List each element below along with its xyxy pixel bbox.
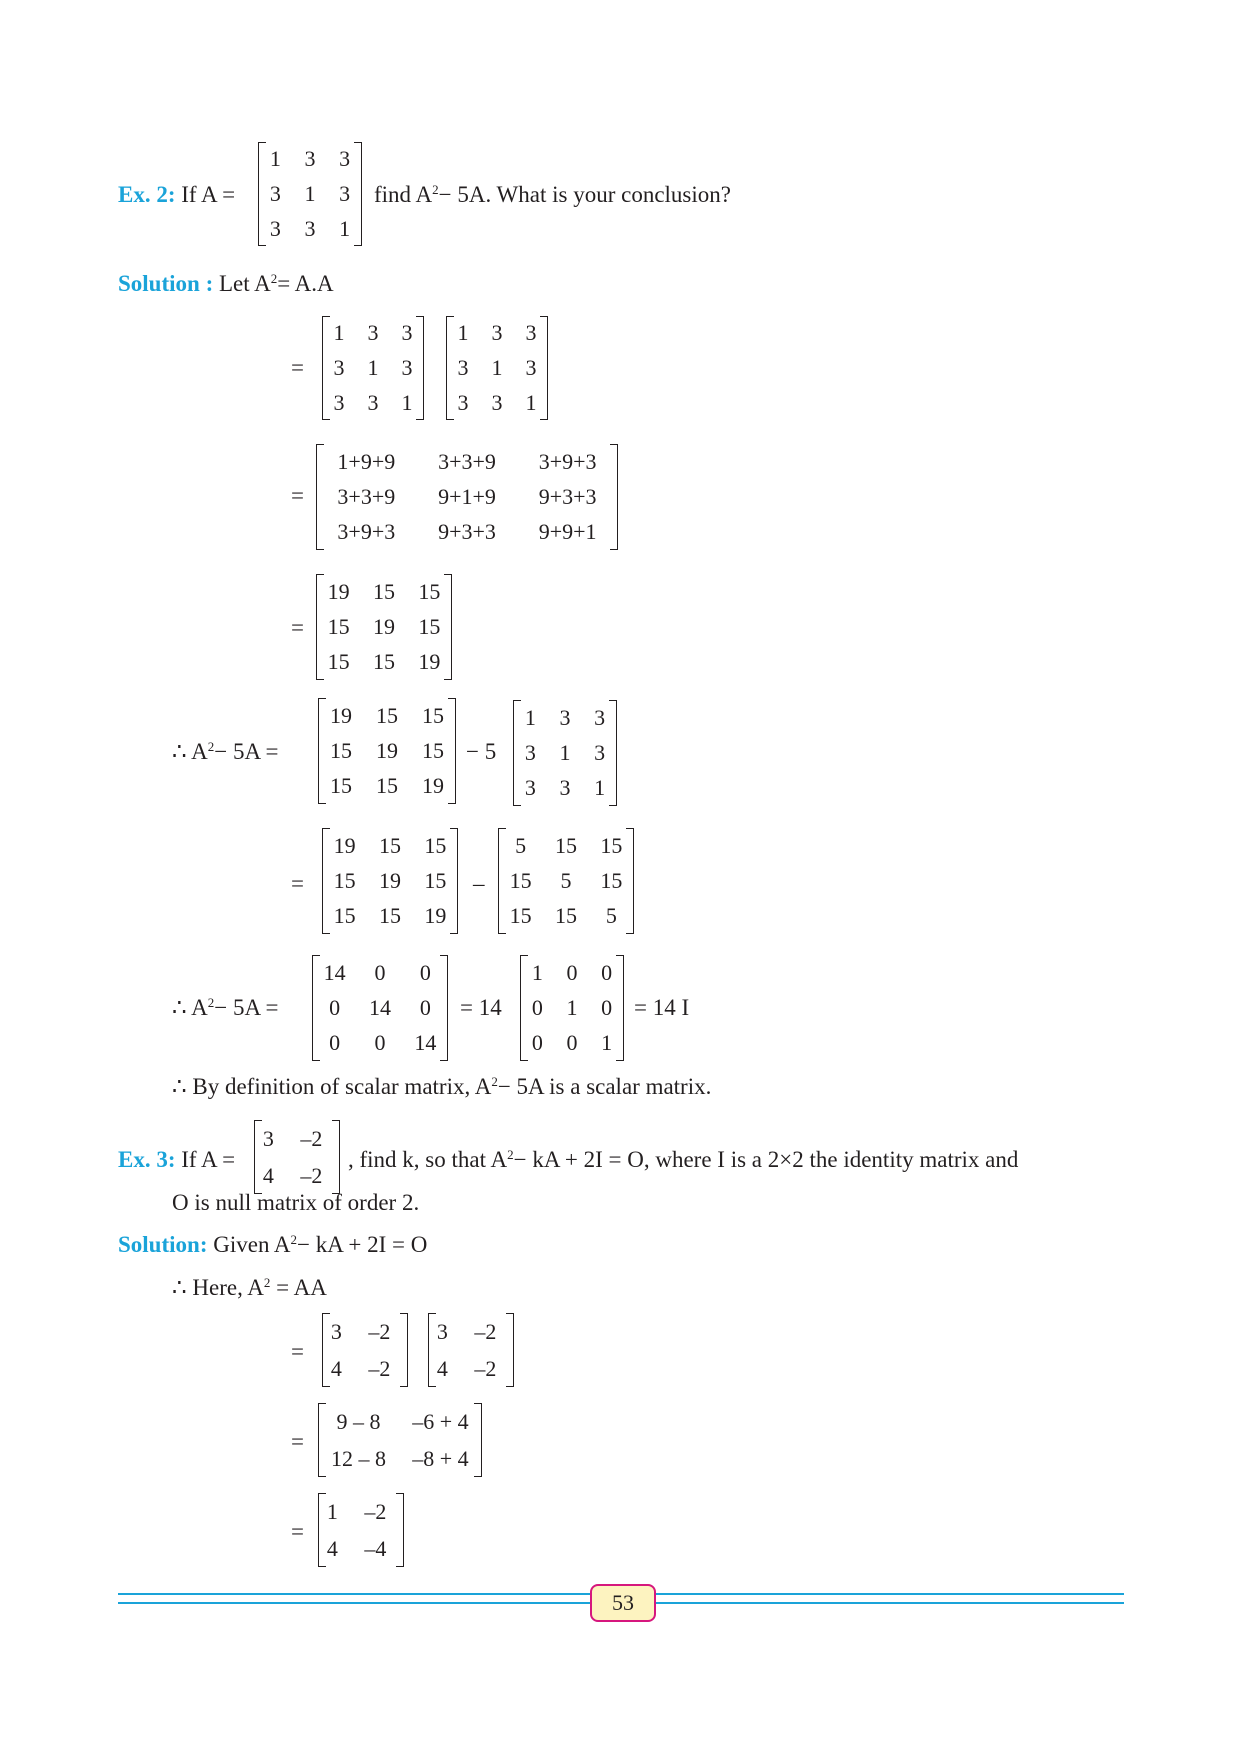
matrix-cell: –4 bbox=[364, 1535, 387, 1561]
matrix-row bbox=[513, 700, 617, 735]
matrix-grid bbox=[428, 1313, 514, 1387]
matrix-cell: 0 bbox=[374, 959, 386, 985]
matrix-cell: 0 bbox=[531, 1030, 543, 1056]
matrix-row bbox=[254, 1120, 340, 1157]
matrix-row bbox=[446, 316, 548, 351]
matrix-cell: 15 bbox=[422, 702, 444, 728]
matrix-cell: 1 bbox=[531, 959, 543, 985]
matrix-row bbox=[318, 733, 456, 768]
matrix-grid bbox=[322, 828, 458, 934]
matrix-cell: 1 bbox=[326, 1498, 338, 1524]
sol2-step2-matrix bbox=[316, 444, 618, 550]
matrix-cell: 4 bbox=[326, 1535, 338, 1561]
eq-sign: = bbox=[291, 355, 304, 380]
page-number: 53 bbox=[590, 1584, 656, 1622]
matrix-cell: 12 – 8 bbox=[330, 1445, 386, 1471]
right-bracket bbox=[609, 700, 617, 806]
matrix-grid bbox=[498, 828, 634, 934]
sol2-label: Solution : bbox=[118, 271, 214, 296]
matrix-cell: 5 bbox=[605, 903, 617, 929]
matrix-row bbox=[254, 1157, 340, 1194]
matrix-cell: 0 bbox=[419, 959, 431, 985]
matrix-row bbox=[318, 1403, 482, 1440]
right-bracket bbox=[396, 1493, 404, 1567]
matrix-cell: 3 bbox=[559, 775, 571, 801]
matrix-grid bbox=[316, 444, 618, 550]
right-bracket bbox=[506, 1313, 514, 1387]
sol2-step5-matrix-b bbox=[498, 828, 634, 934]
matrix-grid bbox=[254, 1120, 340, 1194]
matrix-row bbox=[513, 771, 617, 806]
matrix-cell: 0 bbox=[329, 1030, 341, 1056]
matrix-cell: 15 bbox=[376, 702, 398, 728]
matrix-cell: 15 bbox=[509, 867, 532, 893]
matrix-cell: 19 bbox=[372, 613, 395, 639]
ex3-question: Ex. 3: If A = bbox=[118, 1147, 236, 1172]
matrix-cell: 1 bbox=[333, 320, 345, 346]
matrix-row bbox=[322, 899, 458, 934]
minus-5: − 5 bbox=[466, 739, 497, 764]
matrix-cell: 0 bbox=[419, 994, 431, 1020]
matrix-cell: 9+3+3 bbox=[538, 483, 597, 509]
matrix-row bbox=[316, 645, 452, 680]
matrix-cell: 3 bbox=[269, 180, 281, 206]
matrix-cell: –6 + 4 bbox=[412, 1408, 469, 1434]
matrix-cell: 4 bbox=[330, 1355, 342, 1381]
sol3-step1-matrix-b bbox=[428, 1313, 514, 1387]
matrix-row bbox=[316, 515, 618, 550]
matrix-cell: 3 bbox=[559, 704, 571, 730]
matrix-grid bbox=[312, 955, 448, 1061]
matrix-row bbox=[322, 828, 458, 863]
matrix-cell: –2 bbox=[300, 1125, 323, 1151]
matrix-cell: 15 bbox=[327, 649, 350, 675]
sol3-step2-matrix bbox=[318, 1403, 482, 1477]
matrix-cell: 15 bbox=[333, 867, 356, 893]
minus-sign: – bbox=[473, 871, 485, 896]
matrix-cell: 1 bbox=[566, 994, 578, 1020]
right-bracket bbox=[416, 316, 424, 420]
matrix-cell: 0 bbox=[329, 994, 341, 1020]
matrix-cell: 15 bbox=[418, 613, 441, 639]
sol2-heading: Solution : Let $A^2= A.A$ bbox=[118, 271, 334, 296]
matrix-grid bbox=[446, 316, 548, 420]
matrix-cell: 15 bbox=[376, 773, 398, 799]
ex2-label: Ex. 2: bbox=[118, 182, 176, 207]
matrix-row bbox=[322, 863, 458, 898]
matrix-cell: 3+9+3 bbox=[337, 519, 396, 545]
matrix-cell: 1 bbox=[457, 320, 469, 346]
matrix-grid bbox=[318, 1403, 482, 1477]
matrix-cell: 1 bbox=[491, 354, 503, 380]
matrix-cell: 19 bbox=[422, 773, 444, 799]
matrix-row bbox=[312, 990, 448, 1025]
sol3-label: Solution: bbox=[118, 1232, 208, 1257]
eq-sign: = bbox=[291, 1519, 304, 1544]
matrix-row bbox=[322, 1313, 408, 1350]
identity-matrix bbox=[520, 955, 624, 1061]
matrix-cell: 15 bbox=[330, 737, 352, 763]
matrix-row bbox=[520, 990, 624, 1025]
matrix-grid bbox=[322, 316, 424, 420]
matrix-cell: 4 bbox=[262, 1162, 274, 1188]
matrix-cell: 5 bbox=[515, 832, 527, 858]
right-bracket bbox=[440, 955, 448, 1061]
matrix-cell: 3+9+3 bbox=[538, 448, 597, 474]
matrix-cell: 19 bbox=[327, 578, 350, 604]
matrix-cell: 4 bbox=[436, 1355, 448, 1381]
matrix-row bbox=[316, 574, 452, 609]
eq-sign: = bbox=[291, 615, 304, 640]
matrix-cell: 14 bbox=[414, 1030, 437, 1056]
sol3-step1-matrix-a bbox=[322, 1313, 408, 1387]
matrix-row bbox=[258, 142, 362, 177]
matrix-row bbox=[513, 735, 617, 770]
matrix-cell: 3 bbox=[457, 354, 469, 380]
matrix-cell: 1 bbox=[304, 180, 316, 206]
sol3-heading: Solution: Given $A^2-$ kA + 2I = O bbox=[118, 1232, 428, 1257]
matrix-cell: –2 bbox=[368, 1318, 391, 1344]
ex3-question-line2: O is null matrix of order 2. bbox=[172, 1190, 420, 1215]
eq-14: = 14 bbox=[460, 995, 502, 1020]
matrix-row bbox=[316, 609, 452, 644]
matrix-cell: 15 bbox=[600, 867, 623, 893]
sol2-a2-minus-5a-result: ∴ $A^2- 5A$ = bbox=[172, 995, 279, 1020]
ex2-question-text: find $A^2- 5A$. What is your conclusion? bbox=[374, 182, 731, 207]
sol2-conclusion: ∴ By definition of scalar matrix, $A^2- 5A$ is a scalar matrix. bbox=[172, 1074, 712, 1099]
matrix-row bbox=[322, 316, 424, 351]
right-bracket bbox=[474, 1403, 482, 1477]
matrix-cell: –2 bbox=[474, 1355, 497, 1381]
matrix-cell: 1 bbox=[401, 389, 413, 415]
matrix-grid bbox=[258, 142, 362, 246]
sol2-step5-matrix-a bbox=[322, 828, 458, 934]
matrix-row bbox=[428, 1350, 514, 1387]
matrix-cell: 3 bbox=[333, 389, 345, 415]
matrix-cell: 19 bbox=[378, 867, 401, 893]
matrix-cell: –2 bbox=[364, 1498, 387, 1524]
matrix-cell: 15 bbox=[424, 867, 447, 893]
matrix-cell: 3 bbox=[457, 389, 469, 415]
right-bracket bbox=[450, 828, 458, 934]
matrix-cell: 15 bbox=[418, 578, 441, 604]
eq-sign: = bbox=[291, 1339, 304, 1364]
matrix-cell: 9+9+1 bbox=[538, 519, 597, 545]
matrix-cell: 3 bbox=[525, 354, 537, 380]
right-bracket bbox=[332, 1120, 340, 1194]
matrix-cell: 1+9+9 bbox=[337, 448, 396, 474]
matrix-cell: 3 bbox=[339, 180, 351, 206]
matrix-cell: 15 bbox=[372, 649, 395, 675]
matrix-row bbox=[428, 1313, 514, 1350]
matrix-cell: 3 bbox=[269, 215, 281, 241]
matrix-cell: 15 bbox=[378, 903, 401, 929]
matrix-row bbox=[322, 1350, 408, 1387]
matrix-row bbox=[318, 1440, 482, 1477]
matrix-cell: –8 + 4 bbox=[412, 1445, 469, 1471]
sol2-step4-matrix-a bbox=[318, 698, 456, 804]
matrix-cell: 1 bbox=[559, 739, 571, 765]
matrix-cell: 19 bbox=[424, 903, 447, 929]
matrix-cell: 5 bbox=[560, 867, 572, 893]
matrix-row bbox=[316, 444, 618, 479]
matrix-grid bbox=[318, 1493, 404, 1567]
eq-14i: = 14 I bbox=[634, 995, 690, 1020]
sol2-step1-matrix-b bbox=[446, 316, 548, 420]
matrix-grid bbox=[513, 700, 617, 806]
matrix-cell: 1 bbox=[524, 704, 536, 730]
sol2-step3-matrix bbox=[316, 574, 452, 680]
matrix-cell: 0 bbox=[601, 959, 613, 985]
matrix-row bbox=[322, 385, 424, 420]
sol2-step4-matrix-b bbox=[513, 700, 617, 806]
right-bracket bbox=[448, 698, 456, 804]
matrix-row bbox=[258, 211, 362, 246]
matrix-cell: 19 bbox=[418, 649, 441, 675]
matrix-cell: 14 bbox=[323, 959, 346, 985]
matrix-cell: 15 bbox=[424, 832, 447, 858]
right-bracket bbox=[354, 142, 362, 246]
matrix-row bbox=[312, 955, 448, 990]
matrix-row bbox=[318, 769, 456, 804]
sol3-here: ∴ Here, $A^2$ = AA bbox=[172, 1275, 327, 1300]
matrix-cell: 15 bbox=[378, 832, 401, 858]
matrix-row bbox=[446, 385, 548, 420]
matrix-grid bbox=[318, 698, 456, 804]
matrix-cell: 3 bbox=[367, 320, 379, 346]
matrix-cell: 15 bbox=[509, 903, 532, 929]
matrix-row bbox=[318, 1493, 404, 1530]
matrix-cell: 3 bbox=[339, 146, 351, 172]
matrix-cell: 15 bbox=[554, 903, 577, 929]
ex3-question-text: , find k, so that $A^2-$ kA + 2I = O, where I is a 2×2 the identity matrix and bbox=[348, 1147, 1019, 1172]
matrix-row bbox=[322, 351, 424, 386]
matrix-row bbox=[520, 955, 624, 990]
matrix-cell: 3 bbox=[491, 320, 503, 346]
matrix-cell: 15 bbox=[372, 578, 395, 604]
matrix-cell: 3 bbox=[304, 146, 316, 172]
matrix-cell: 3 bbox=[401, 354, 413, 380]
matrix-cell: 3 bbox=[524, 739, 536, 765]
matrix-cell: 3 bbox=[367, 389, 379, 415]
matrix-cell: 0 bbox=[374, 1030, 386, 1056]
matrix-row bbox=[318, 698, 456, 733]
matrix-cell: –2 bbox=[300, 1162, 323, 1188]
matrix-cell: 3 bbox=[262, 1125, 274, 1151]
matrix-cell: 3+3+9 bbox=[438, 448, 496, 474]
matrix-cell: 19 bbox=[376, 737, 398, 763]
matrix-cell: 14 bbox=[368, 994, 391, 1020]
matrix-cell: 3 bbox=[525, 320, 537, 346]
matrix-cell: 3 bbox=[491, 389, 503, 415]
ex2-question bbox=[118, 183, 235, 206]
matrix-cell: 3 bbox=[436, 1318, 448, 1344]
matrix-cell: 19 bbox=[330, 702, 352, 728]
matrix-row bbox=[498, 863, 634, 898]
eq-sign: = bbox=[291, 1429, 304, 1454]
matrix-row bbox=[498, 899, 634, 934]
matrix-cell: 15 bbox=[333, 903, 356, 929]
matrix-cell: 3 bbox=[333, 354, 345, 380]
right-bracket bbox=[610, 444, 618, 550]
matrix-cell: 3 bbox=[304, 215, 316, 241]
matrix-cell: 0 bbox=[566, 1030, 578, 1056]
ex2-if-a: If A = bbox=[181, 182, 236, 207]
eq-sign: = bbox=[291, 483, 304, 508]
matrix-cell: 1 bbox=[525, 389, 537, 415]
matrix-row bbox=[316, 479, 618, 514]
matrix-cell: 1 bbox=[269, 146, 281, 172]
matrix-grid bbox=[316, 574, 452, 680]
matrix-cell: 1 bbox=[601, 1030, 613, 1056]
eq-sign: = bbox=[291, 871, 304, 896]
sol2-step1-matrix-a bbox=[322, 316, 424, 420]
ex2-matrix-a bbox=[258, 142, 362, 246]
matrix-cell: 1 bbox=[594, 775, 606, 801]
sol3-step3-matrix bbox=[318, 1493, 404, 1567]
right-bracket bbox=[616, 955, 624, 1061]
right-bracket bbox=[400, 1313, 408, 1387]
matrix-cell: 15 bbox=[554, 832, 577, 858]
ex3-matrix-a bbox=[254, 1120, 340, 1194]
matrix-cell: 15 bbox=[600, 832, 623, 858]
matrix-cell: –2 bbox=[474, 1318, 497, 1344]
matrix-cell: 1 bbox=[339, 215, 351, 241]
matrix-cell: 3 bbox=[524, 775, 536, 801]
matrix-row bbox=[498, 828, 634, 863]
ex3-label: Ex. 3: bbox=[118, 1147, 176, 1172]
matrix-cell: 0 bbox=[531, 994, 543, 1020]
matrix-row bbox=[318, 1530, 404, 1567]
matrix-row bbox=[520, 1026, 624, 1061]
matrix-cell: 3 bbox=[594, 739, 606, 765]
matrix-cell: 3 bbox=[401, 320, 413, 346]
matrix-cell: 9 – 8 bbox=[336, 1408, 381, 1434]
matrix-cell: 3+3+9 bbox=[337, 483, 396, 509]
matrix-cell: 9+1+9 bbox=[438, 483, 496, 509]
matrix-cell: 0 bbox=[566, 959, 578, 985]
matrix-cell: 15 bbox=[422, 737, 444, 763]
matrix-cell: 19 bbox=[333, 832, 356, 858]
matrix-row bbox=[258, 177, 362, 212]
matrix-cell: 1 bbox=[367, 354, 379, 380]
matrix-grid bbox=[520, 955, 624, 1061]
matrix-cell: 3 bbox=[330, 1318, 342, 1344]
matrix-grid bbox=[322, 1313, 408, 1387]
matrix-cell: 0 bbox=[601, 994, 613, 1020]
right-bracket bbox=[444, 574, 452, 680]
right-bracket bbox=[540, 316, 548, 420]
matrix-row bbox=[446, 351, 548, 386]
right-bracket bbox=[626, 828, 634, 934]
matrix-cell: 9+3+3 bbox=[438, 519, 496, 545]
sol2-step6-matrix bbox=[312, 955, 448, 1061]
matrix-cell: –2 bbox=[368, 1355, 391, 1381]
sol2-a2-minus-5a: ∴ $A^2- 5A$ = bbox=[172, 739, 279, 764]
matrix-cell: 15 bbox=[327, 613, 350, 639]
matrix-cell: 3 bbox=[594, 704, 606, 730]
matrix-row bbox=[312, 1026, 448, 1061]
matrix-cell: 15 bbox=[330, 773, 352, 799]
